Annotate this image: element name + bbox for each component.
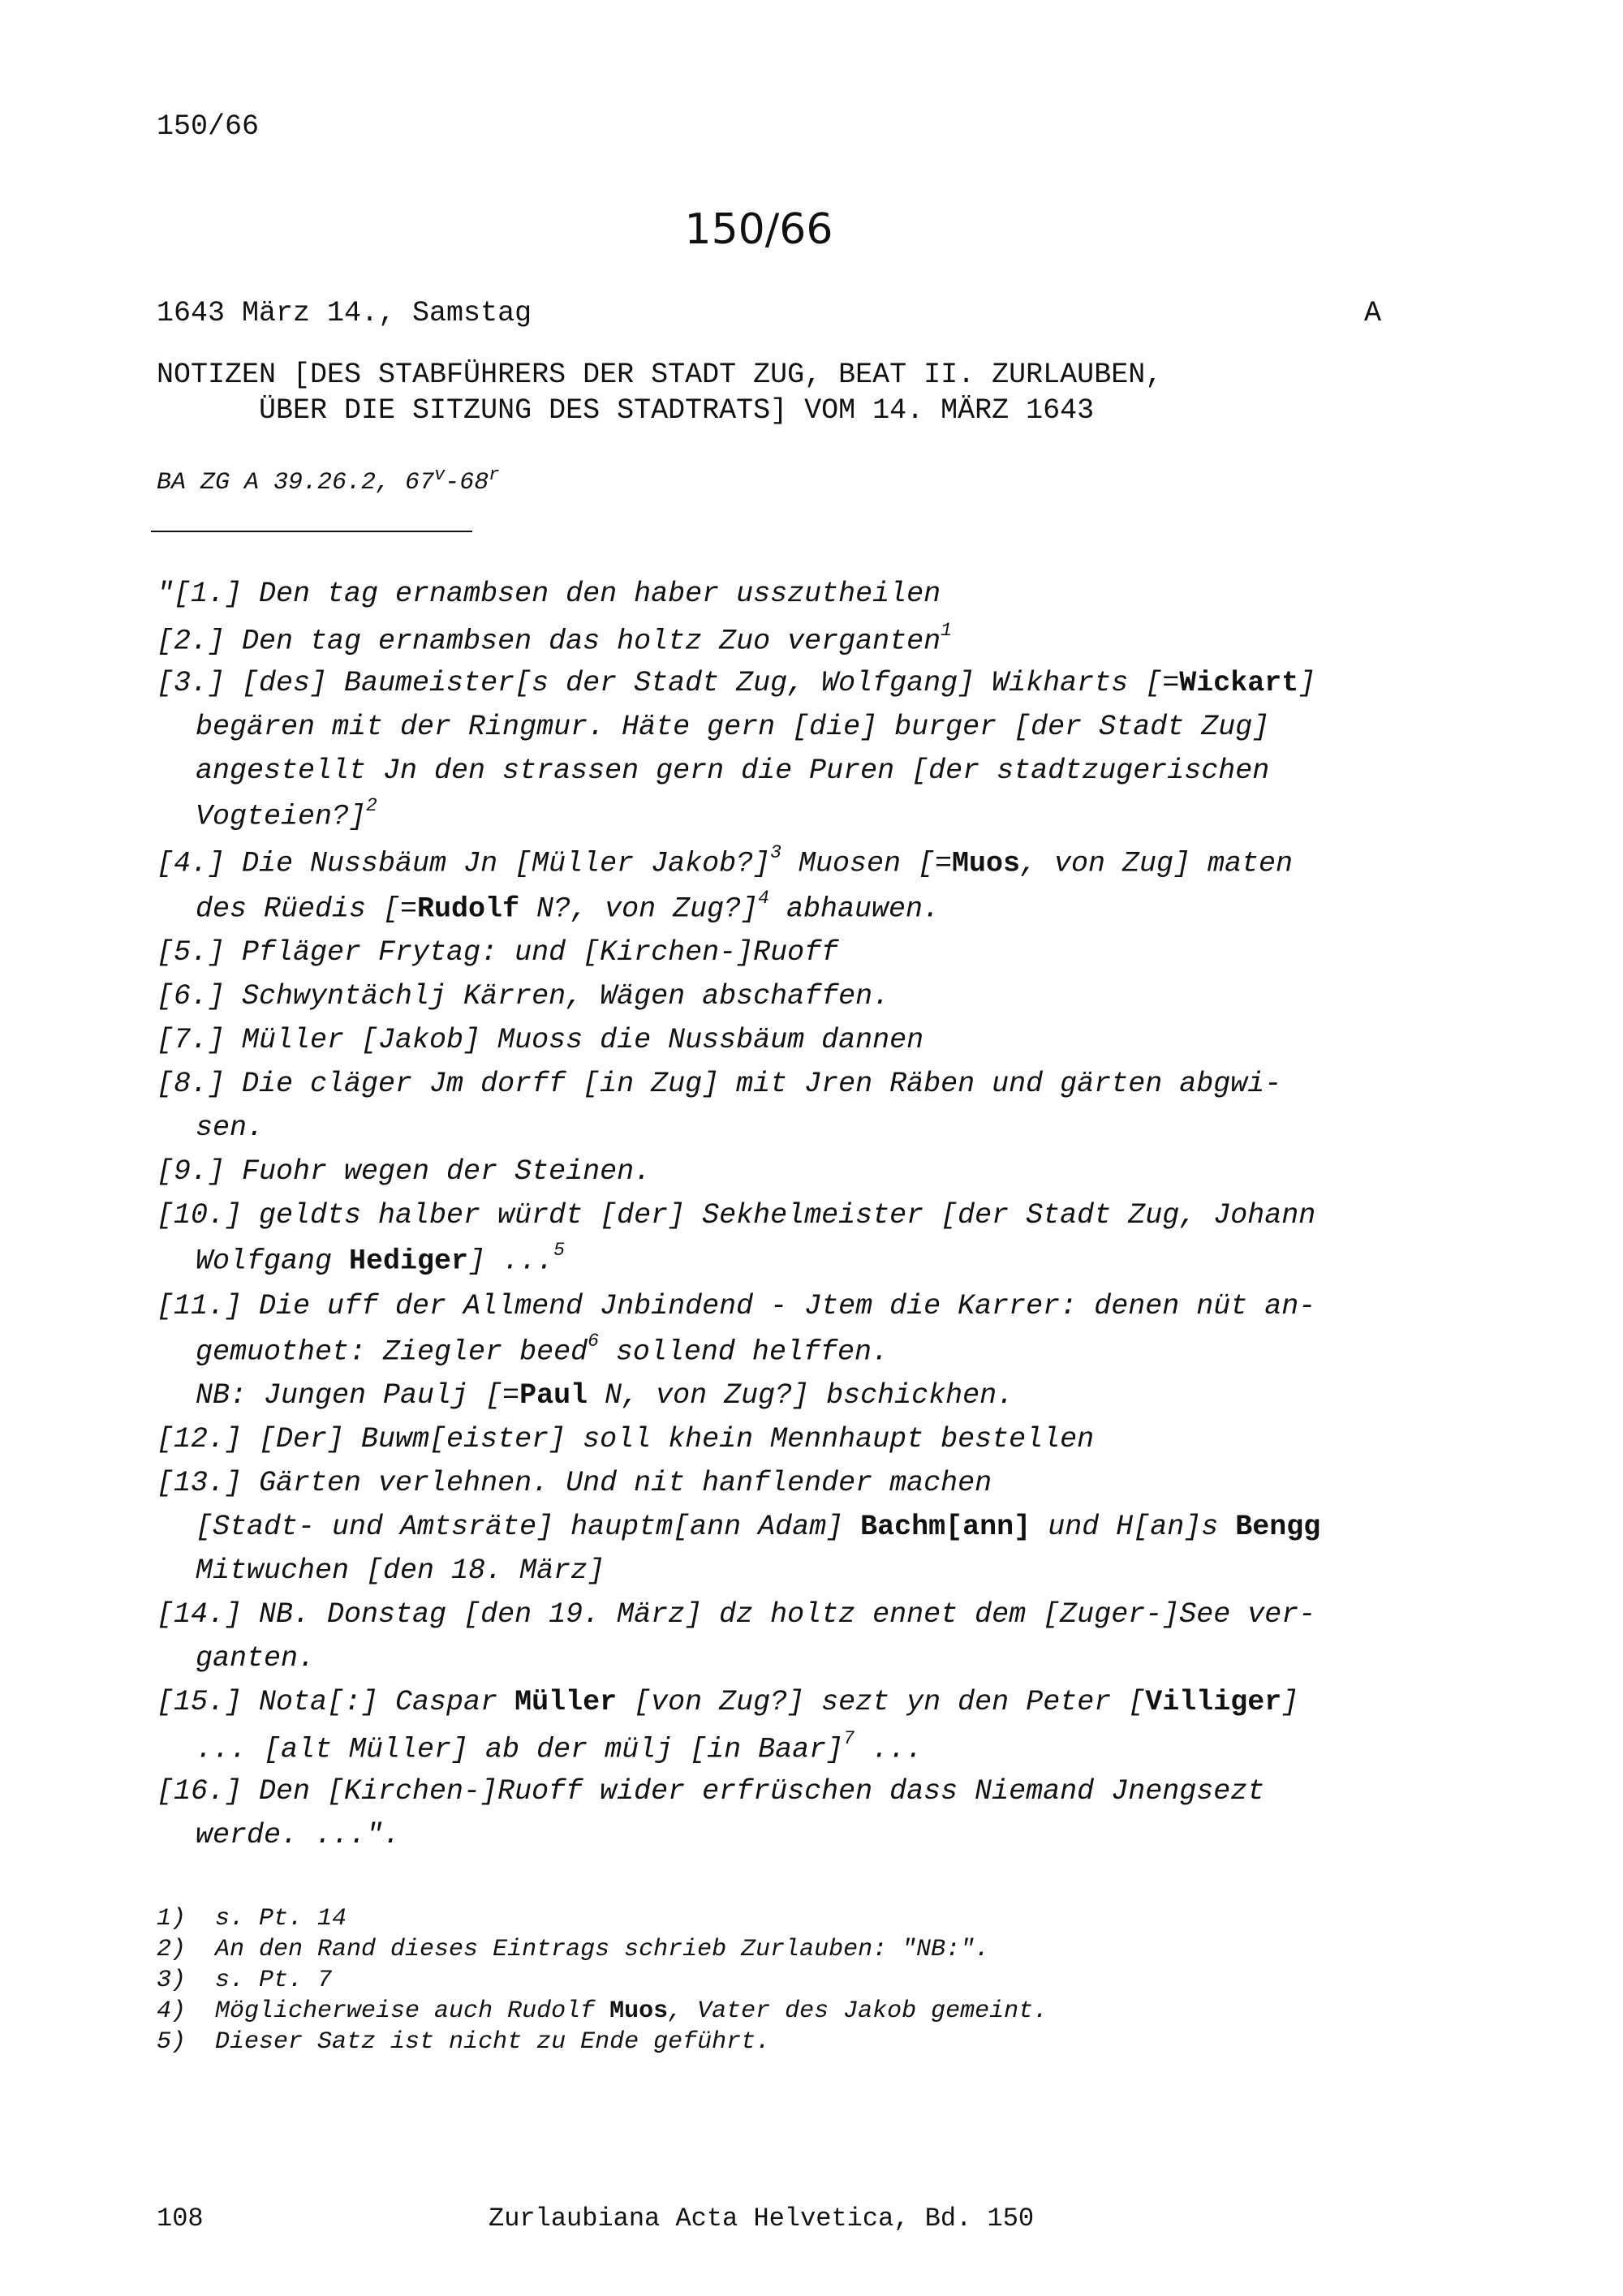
footnotes [157,1903,1048,2057]
page-number: 108 [157,2204,204,2234]
entry-8-cont: sen. [196,1111,265,1144]
footnote-2: 2) An den Rand dieses Eintrags schrieb Zurlauben: "NB:". [157,1936,990,1963]
footnote-3: 3) s. Pt. 7 [157,1967,333,1994]
footnote-1: 1) s. Pt. 14 [157,1905,347,1933]
entry-13-cont: Mitwuchen [den 18. März] [196,1554,605,1587]
entry-16-cont: werde. ...". [196,1819,401,1851]
entry-11-cont: NB: Jungen Paulj [=Paul N, von Zug?] bschickhen. [196,1379,1014,1412]
entry-8: [8.] Die cläger Jm dorff [in Zug] mit Jren Räben und gärten abgwi- [157,1068,1282,1100]
entry-14-cont: ganten. [196,1642,316,1675]
entry-4-cont: des Rüedis [=Rudolf N?, von Zug?]$^4$ abhauwen. [196,888,940,926]
entry-13-cont: [Stadt- und Amtsräte] hauptm[ann Adam] Bachm[ann] und H[an]s Bengg [196,1511,1321,1543]
entry-7: [7.] Müller [Jakob] Muoss die Nussbäum dannen [157,1024,924,1056]
publication-title: Zurlaubiana Acta Helvetica, Bd. 150 [489,2204,1035,2234]
entry-10-cont: Wolfgang Hediger] ...$^5$ [196,1240,565,1278]
entry-3: [3.] [des] Baumeister[s der Stadt Zug, Wolfgang] Wikharts [=Wickart] [157,667,1316,699]
entry-13: [13.] Gärten verlehnen. Und nit hanflender machen [157,1467,992,1499]
entry-11: [11.] Die uff der Allmend Jnbindend - Jtem die Karrer: denen nüt an- [157,1290,1316,1322]
footnote-4: 4) Möglicherweise auch Rudolf Muos, Vater des Jakob gemeint. [157,1997,1048,2025]
footnote-5: 5) Dieser Satz ist nicht zu Ende geführt. [157,2028,771,2056]
title-line-1: NOTIZEN [DES STABFÜHRERS DER STADT ZUG, BEAT II. ZURLAUBEN, [157,359,1163,391]
entry-3-cont: begären mit der Ringmur. Häte gern [die] burger [der Stadt Zug] [196,711,1270,743]
running-head: 150/66 [157,110,260,143]
entry-3-cont: Vogteien?]$^2$ [196,795,377,833]
document-title [157,357,1162,428]
separator-rule [151,531,472,532]
entry-15: [15.] Nota[:] Caspar Müller [von Zug?] sezt yn den Peter [Villiger] [157,1686,1299,1718]
entry-15-cont: ... [alt Müller] ab der mülj [in Baar]$^7$ ... [196,1728,923,1766]
entry-12: [12.] [Der] Buwm[eister] soll khein Mennhaupt bestellen [157,1423,1095,1455]
entry-3-cont: angestellt Jn den strassen gern die Puren [der stadtzugerischen [196,755,1270,787]
entry-2: [2.] Den tag ernambsen das holtz Zuo verganten$^1$ [157,620,952,658]
entry-16: [16.] Den [Kirchen-]Ruoff wider erfrüschen dass Niemand Jnengsezt [157,1775,1265,1808]
entry-1: "[1.] Den tag ernambsen den haber usszutheilen [157,578,941,610]
archive-source: BA ZG A 39.26.2, 67$^v$-68$^r$ [157,465,500,497]
document-category: A [1364,297,1382,329]
entry-9: [9.] Fuohr wegen der Steinen. [157,1155,652,1188]
entry-6: [6.] Schwyntächlj Kärren, Wägen abschaffen. [157,980,890,1013]
entry-5: [5.] Pfläger Frytag: und [Kirchen-]Ruoff [157,936,839,969]
document-date: 1643 März 14., Samstag [157,297,532,329]
entry-4: [4.] Die Nussbäum Jn [Müller Jakob?]$^3$ Muosen [=Muos, von Zug] maten [157,842,1294,880]
entry-11-cont: gemuothet: Ziegler beed$^6$ sollend helffen. [196,1331,889,1369]
title-line-2: ÜBER DIE SITZUNG DES STADTRATS] VOM 14. MÄRZ 1643 [157,394,1095,427]
document-number: 150/66 [684,205,833,254]
entry-14: [14.] NB. Donstag [den 19. März] dz holtz ennet dem [Zuger-]See ver- [157,1598,1316,1631]
entry-10: [10.] geldts halber würdt [der] Sekhelmeister [der Stadt Zug, Johann [157,1199,1316,1232]
